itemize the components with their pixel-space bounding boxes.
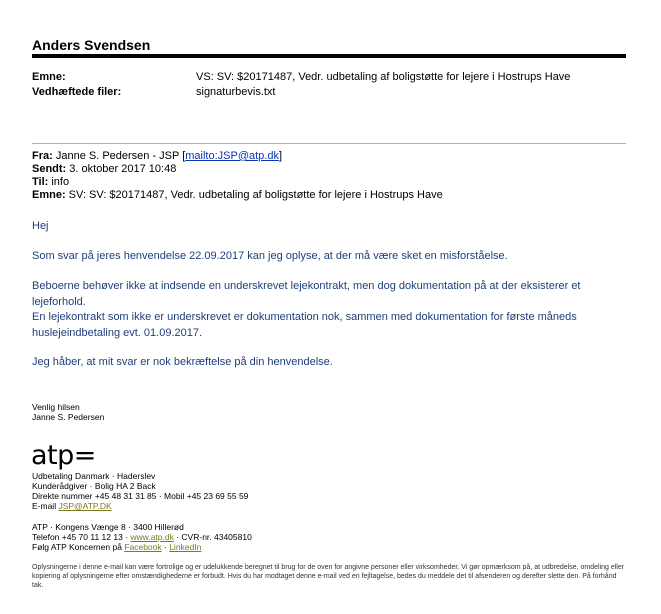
sent-label: Sendt: [32,163,67,175]
from-email-link[interactable]: mailto:JSP@atp.dk [185,150,279,162]
attachments-label: Vedhæftede filer: [32,86,122,98]
to-label: Til: [32,176,49,188]
greeting: Hej [32,220,49,232]
message-divider [32,143,626,144]
link-separator: · [161,542,170,552]
signature-name: Janne S. Pedersen [32,412,105,422]
from-bracket: ] [278,150,283,162]
sender-name: Anders Svendsen [32,37,151,53]
forward-subject [32,189,443,202]
forward-subject-label: Emne: [32,189,66,201]
facebook-link[interactable]: Facebook [124,542,162,552]
forward-sent [32,163,176,176]
forward-to [32,176,69,189]
forward-from [32,150,282,163]
atp-logo: atp= [31,440,96,471]
to-value: info [48,176,70,188]
signature-email-link[interactable]: JSP@ATP.DK [58,501,112,511]
signature-department: Udbetaling Danmark · Haderslev [32,471,156,481]
signature-closing: Venlig hilsen [32,402,80,412]
signature-email-row [32,501,112,511]
from-label: Fra: [32,150,53,162]
follow-text: Følg ATP Koncernen på [32,542,125,552]
cvr-text: · CVR-nr. 43405810 [173,532,252,542]
website-link[interactable]: www.atp.dk [130,532,174,542]
subject-value: VS: SV: $20171487, Vedr. udbetaling af boligstøtte for lejere i Hostrups Have [196,71,571,83]
email-label: E-mail [32,501,59,511]
sent-value: 3. oktober 2017 10:48 [66,163,177,175]
disclaimer: Oplysningerne i denne e-mail kan være fortrolige og er udelukkende beregnet til brug for de oven for angivne personer eller virksomheder. Vi gør opmærksom på, at udbredelse, omdeling eller kopiering af oplysningerne efter omstændighederne er forbudt. Hvis du har modtaget denne e-mail ved en fejltagelse, bedes du meddele det til afsenderen og derefter slette den. På forhånd tak. [32,564,625,589]
paragraph-3: En lejekontrakt som ikke er underskrevet er dokumentation nok, sammen med dokumentation for første måneds huslejeindbetaling evt. 01.09.2017. [32,311,577,339]
subject-label: Emne: [32,71,66,83]
header-divider [32,54,626,58]
signature-address: ATP · Kongens Vænge 8 · 3400 Hillerød [32,522,184,532]
signature-role: Kunderådgiver · Bolig HA 2 Back [32,481,156,491]
phone-text: Telefon +45 70 11 12 13 · [32,532,131,542]
linkedin-link[interactable]: LinkedIn [169,542,202,552]
paragraph-2: Beboerne behøver ikke at indsende en underskrevet lejekontrakt, men dog dokumentation på at der eksisterer et lejeforhold. [32,280,581,308]
attachment-file[interactable]: signaturbevis.txt [196,86,276,98]
signature-phones: Direkte nummer +45 48 31 31 85 · Mobil +45 23 69 55 59 [32,491,249,501]
paragraph-1: Som svar på jeres henvendelse 22.09.2017 kan jeg oplyse, at der må være sket en misforståelse. [32,250,508,262]
forward-subject-value: SV: SV: $20171487, Vedr. udbetaling af boligstøtte for lejere i Hostrups Have [65,189,443,201]
signature-follow-row [32,542,201,552]
signature-phone-row [32,532,252,542]
paragraph-4: Jeg håber, at mit svar er nok bekræftelse på din henvendelse. [32,356,333,368]
from-name: Janne S. Pedersen - JSP [ [52,150,186,162]
